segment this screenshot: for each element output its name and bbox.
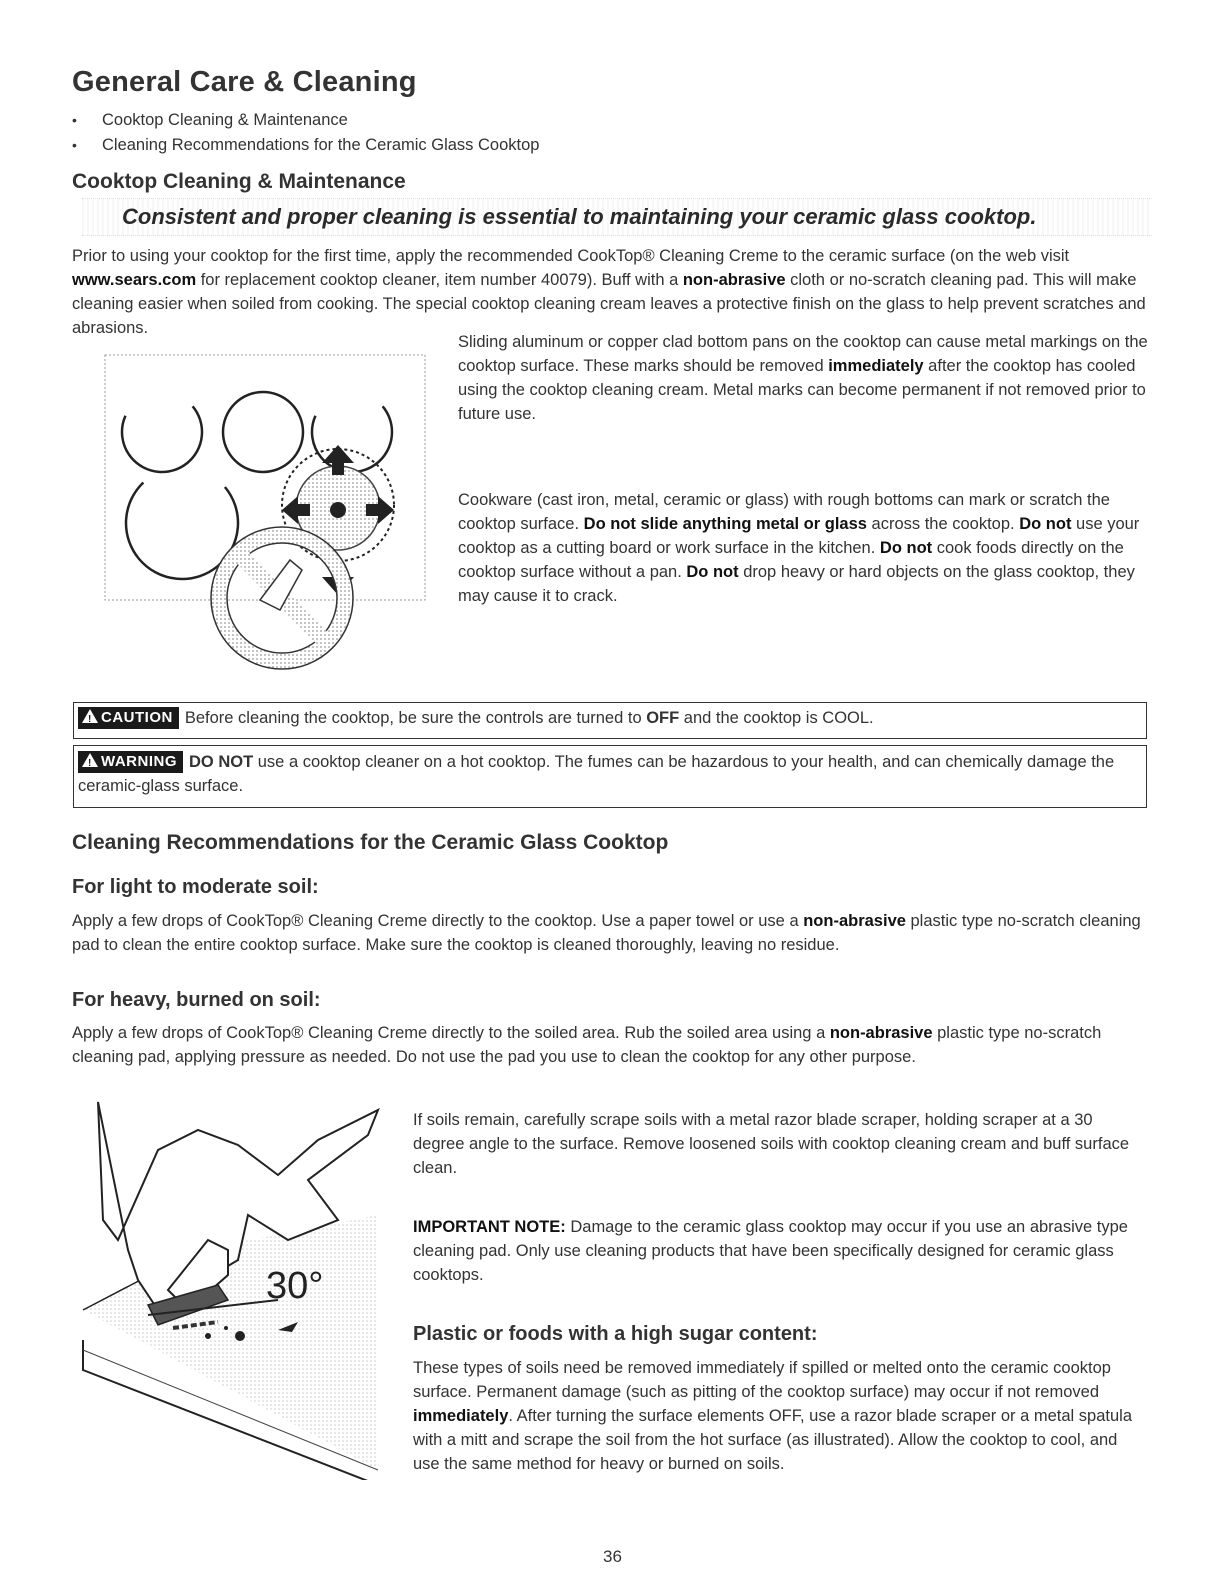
page-title: General Care & Cleaning [72, 66, 417, 98]
subheading-plastic-sugar: Plastic or foods with a high sugar content: [413, 1323, 818, 1345]
website-link: www.sears.com [72, 271, 197, 289]
caution-badge: !CAUTION [78, 707, 179, 729]
warning-box: !WARNING DO NOT use a cooktop cleaner on a hot cooktop. The fumes can be hazardous to your health, and can chemically damage the ceramic-glass surface. [73, 745, 1147, 808]
warning-triangle-icon [82, 709, 98, 723]
subheading-light-soil: For light to moderate soil: [72, 876, 319, 898]
sliding-pans-paragraph: Sliding aluminum or copper clad bottom pans on the cooktop can cause metal markings on the cooktop surface. These marks should be removed immediately after the cooktop has cooled using the cooktop cleaning cream. Metal marks can become permanent if not removed prior to future use. [458, 333, 1148, 423]
page-number: 36 [603, 1547, 622, 1566]
plastic-sugar-paragraph: These types of soils need be removed immediately if spilled or melted onto the ceramic cooktop surface. Permanent damage (such as pitting of the cooktop surface) may occur if not removed immediately. After turning the surface elements OFF, use a razor blade scraper or a metal spatula with a mitt and scrape the soil from the hot surface (as illustrated). Allow the cooktop to cool, and use the same method for heavy or burned on soils. [413, 1359, 1133, 1473]
banner-text: Consistent and proper cleaning is essential to maintaining your ceramic glass cooktop. [122, 204, 1037, 229]
emphasis-banner [82, 198, 1152, 236]
section-heading-recommendations: Cleaning Recommendations for the Ceramic Glass Cooktop [72, 831, 669, 854]
heavy-soil-paragraph: Apply a few drops of CookTop® Cleaning Creme directly to the soiled area. Rub the soiled area using a non-abrasive plastic type no-scratch cleaning pad, applying pressure as needed. Do not use the pad you use to clean the cooktop for any other purpose. [72, 1024, 1102, 1066]
cookware-paragraph: Cookware (cast iron, metal, ceramic or glass) with rough bottoms can mark or scratch the cooktop surface. Do not slide anything metal or glass across the cooktop. Do not use your cooktop as a cutting board or work surface in the kitchen. Do not cook foods directly on the cooktop surface without a pan. Do not drop heavy or hard objects on the glass cooktop, they may cause it to crack. [458, 491, 1140, 605]
warning-badge: !WARNING [78, 751, 183, 773]
angle-label: 30° [266, 1265, 324, 1307]
warning-triangle-icon [82, 753, 98, 767]
razor-scraper-illustration [78, 1100, 398, 1480]
important-note-paragraph: IMPORTANT NOTE: Damage to the ceramic glass cooktop may occur if you use an abrasive type cleaning pad. Only use cleaning products that have been specifically designed for ceramic glass cooktops. [413, 1218, 1128, 1284]
light-soil-paragraph: Apply a few drops of CookTop® Cleaning Creme directly to the cooktop. Use a paper towel or use a non-abrasive plastic type no-scratch cleaning pad to clean the entire cooktop surface. Make sure the cooktop is cleaned thoroughly, leaving no residue. [72, 912, 1141, 954]
cooktop-no-slide-illustration [100, 350, 430, 695]
caution-box: !CAUTION Before cleaning the cooktop, be sure the controls are turned to OFF and the cooktop is COOL. [73, 702, 1147, 739]
section-heading-maintenance: Cooktop Cleaning & Maintenance [72, 170, 406, 193]
subheading-heavy-soil: For heavy, burned on soil: [72, 989, 321, 1011]
toc-item: • Cleaning Recommendations for the Ceramic Glass Cooktop [72, 133, 539, 158]
intro-paragraph: Prior to using your cooktop for the first time, apply the recommended CookTop® Cleaning Creme to the ceramic surface (on the web visit www.sears.com for replacement cooktop cleaner, item number 40079). Buff with a non-abrasive cloth or no-scratch cleaning pad. This will make cleaning easier when soiled from cooking. The special cooktop cleaning cream leaves a protective finish on the glass to help prevent scratches and abrasions. [72, 247, 1146, 337]
table-of-contents [72, 108, 539, 158]
toc-item: • Cooktop Cleaning & Maintenance [72, 108, 539, 133]
scrape-paragraph: If soils remain, carefully scrape soils with a metal razor blade scraper, holding scraper at a 30 degree angle to the surface. Remove loosened soils with cooktop cleaning cream and buff surface clean. [413, 1111, 1130, 1177]
